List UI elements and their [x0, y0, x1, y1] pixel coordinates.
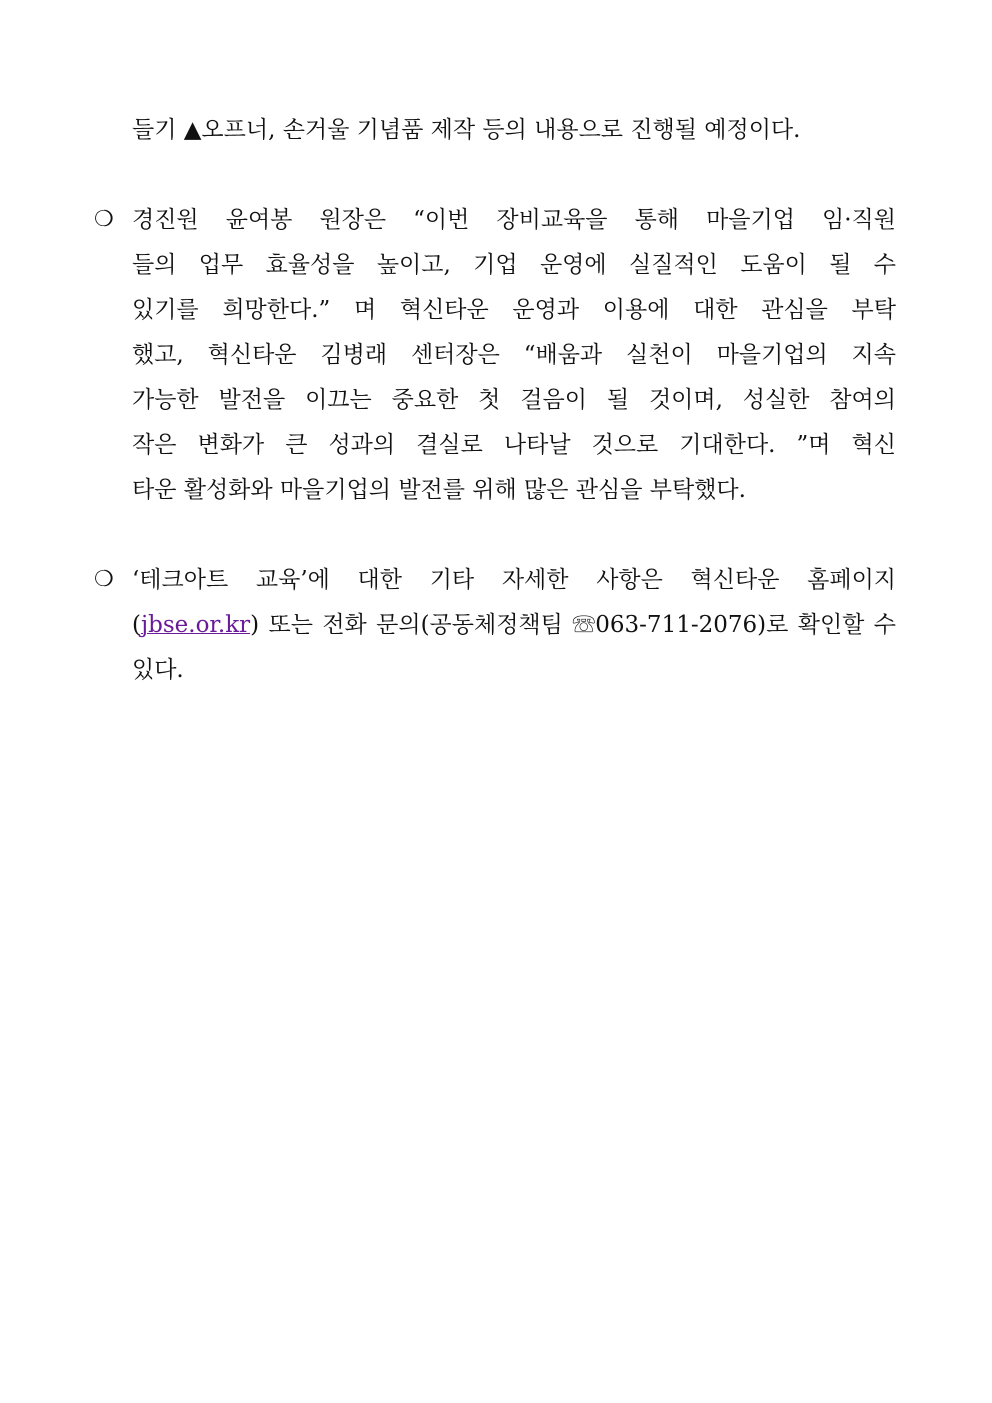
paren-open: (	[132, 612, 141, 638]
paragraph1-line-7: 타운 활성화와 마을기업의 발전를 위해 많은 관심을 부탁했다.	[132, 477, 746, 503]
paragraph2-line-1: ‘테크아트 교육’에 대한 기타 자세한 사항은 혁신타운 홈페이지	[132, 567, 896, 593]
homepage-link[interactable]: jbse.or.kr	[140, 612, 251, 638]
paragraph1-line-1: 경진원 윤여봉 원장은 “이번 장비교육을 통해 마을기업 임·직원	[132, 207, 896, 233]
bullet-circle: ❍	[94, 567, 114, 592]
paragraph2-line-2-rest: ) 또는 전화 문의(공동체정책팀 ☏063-711-2076)로 확인할 수	[250, 612, 896, 638]
bullet-circle: ❍	[94, 207, 114, 232]
paragraph1-line-4: 했고, 혁신타운 김병래 센터장은 “배움과 실천이 마을기업의 지속	[132, 342, 896, 368]
paragraph1-line-5: 가능한 발전을 이끄는 중요한 첫 걸음이 될 것이며, 성실한 참여의	[132, 387, 896, 413]
paragraph1-line-2: 들의 업무 효율성을 높이고, 기업 운영에 실질적인 도움이 될 수	[132, 252, 896, 278]
paragraph2-line-3: 있다.	[132, 657, 184, 683]
paragraph-continuation-line: 들기 ▲오프너, 손거울 기념품 제작 등의 내용으로 진행될 예정이다.	[132, 117, 801, 143]
paragraph2-line-2	[132, 610, 896, 640]
paragraph1-line-6: 작은 변화가 큰 성과의 결실로 나타날 것으로 기대한다. ”며 혁신	[132, 432, 896, 458]
paragraph1-line-3: 있기를 희망한다.” 며 혁신타운 운영과 이용에 대한 관심을 부탁	[132, 297, 896, 323]
